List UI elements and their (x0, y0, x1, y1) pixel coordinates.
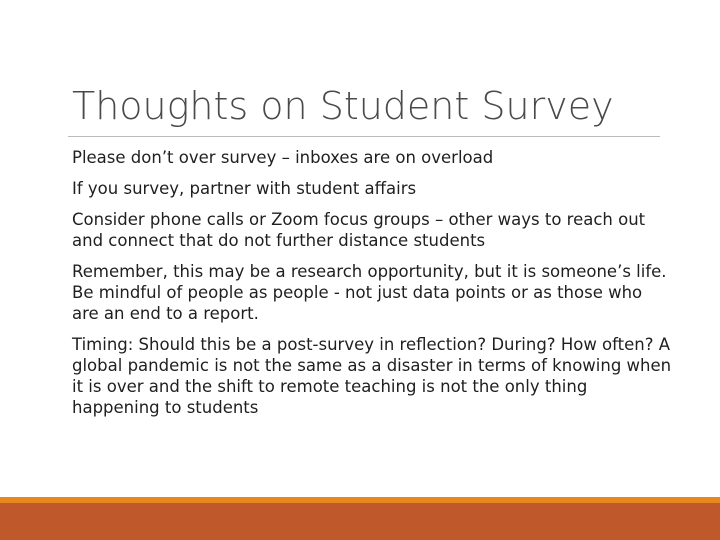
footer-fill (0, 503, 720, 540)
title-divider (68, 136, 660, 137)
bullet-item: Timing: Should this be a post-survey in reflection? During? How often? A global pandemic is not the same as a disaster in terms of knowing when it is over and the shift to remote teaching is not the only thing happening to students (72, 335, 672, 417)
footer-band (0, 497, 720, 540)
bullet-item: Remember, this may be a research opportunity, but it is someone’s life. Be mindful of people as people - not just data points or as those who are an end to a report. (72, 262, 667, 323)
bullet-list (72, 147, 672, 428)
bullet-item: Please don’t over survey – inboxes are on overload (72, 148, 494, 167)
bullet-item: Consider phone calls or Zoom focus groups – other ways to reach out and connect that do not further distance students (72, 210, 646, 250)
slide-title: Thoughts on Student Survey (72, 84, 614, 128)
bullet-item: If you survey, partner with student affairs (72, 179, 417, 198)
